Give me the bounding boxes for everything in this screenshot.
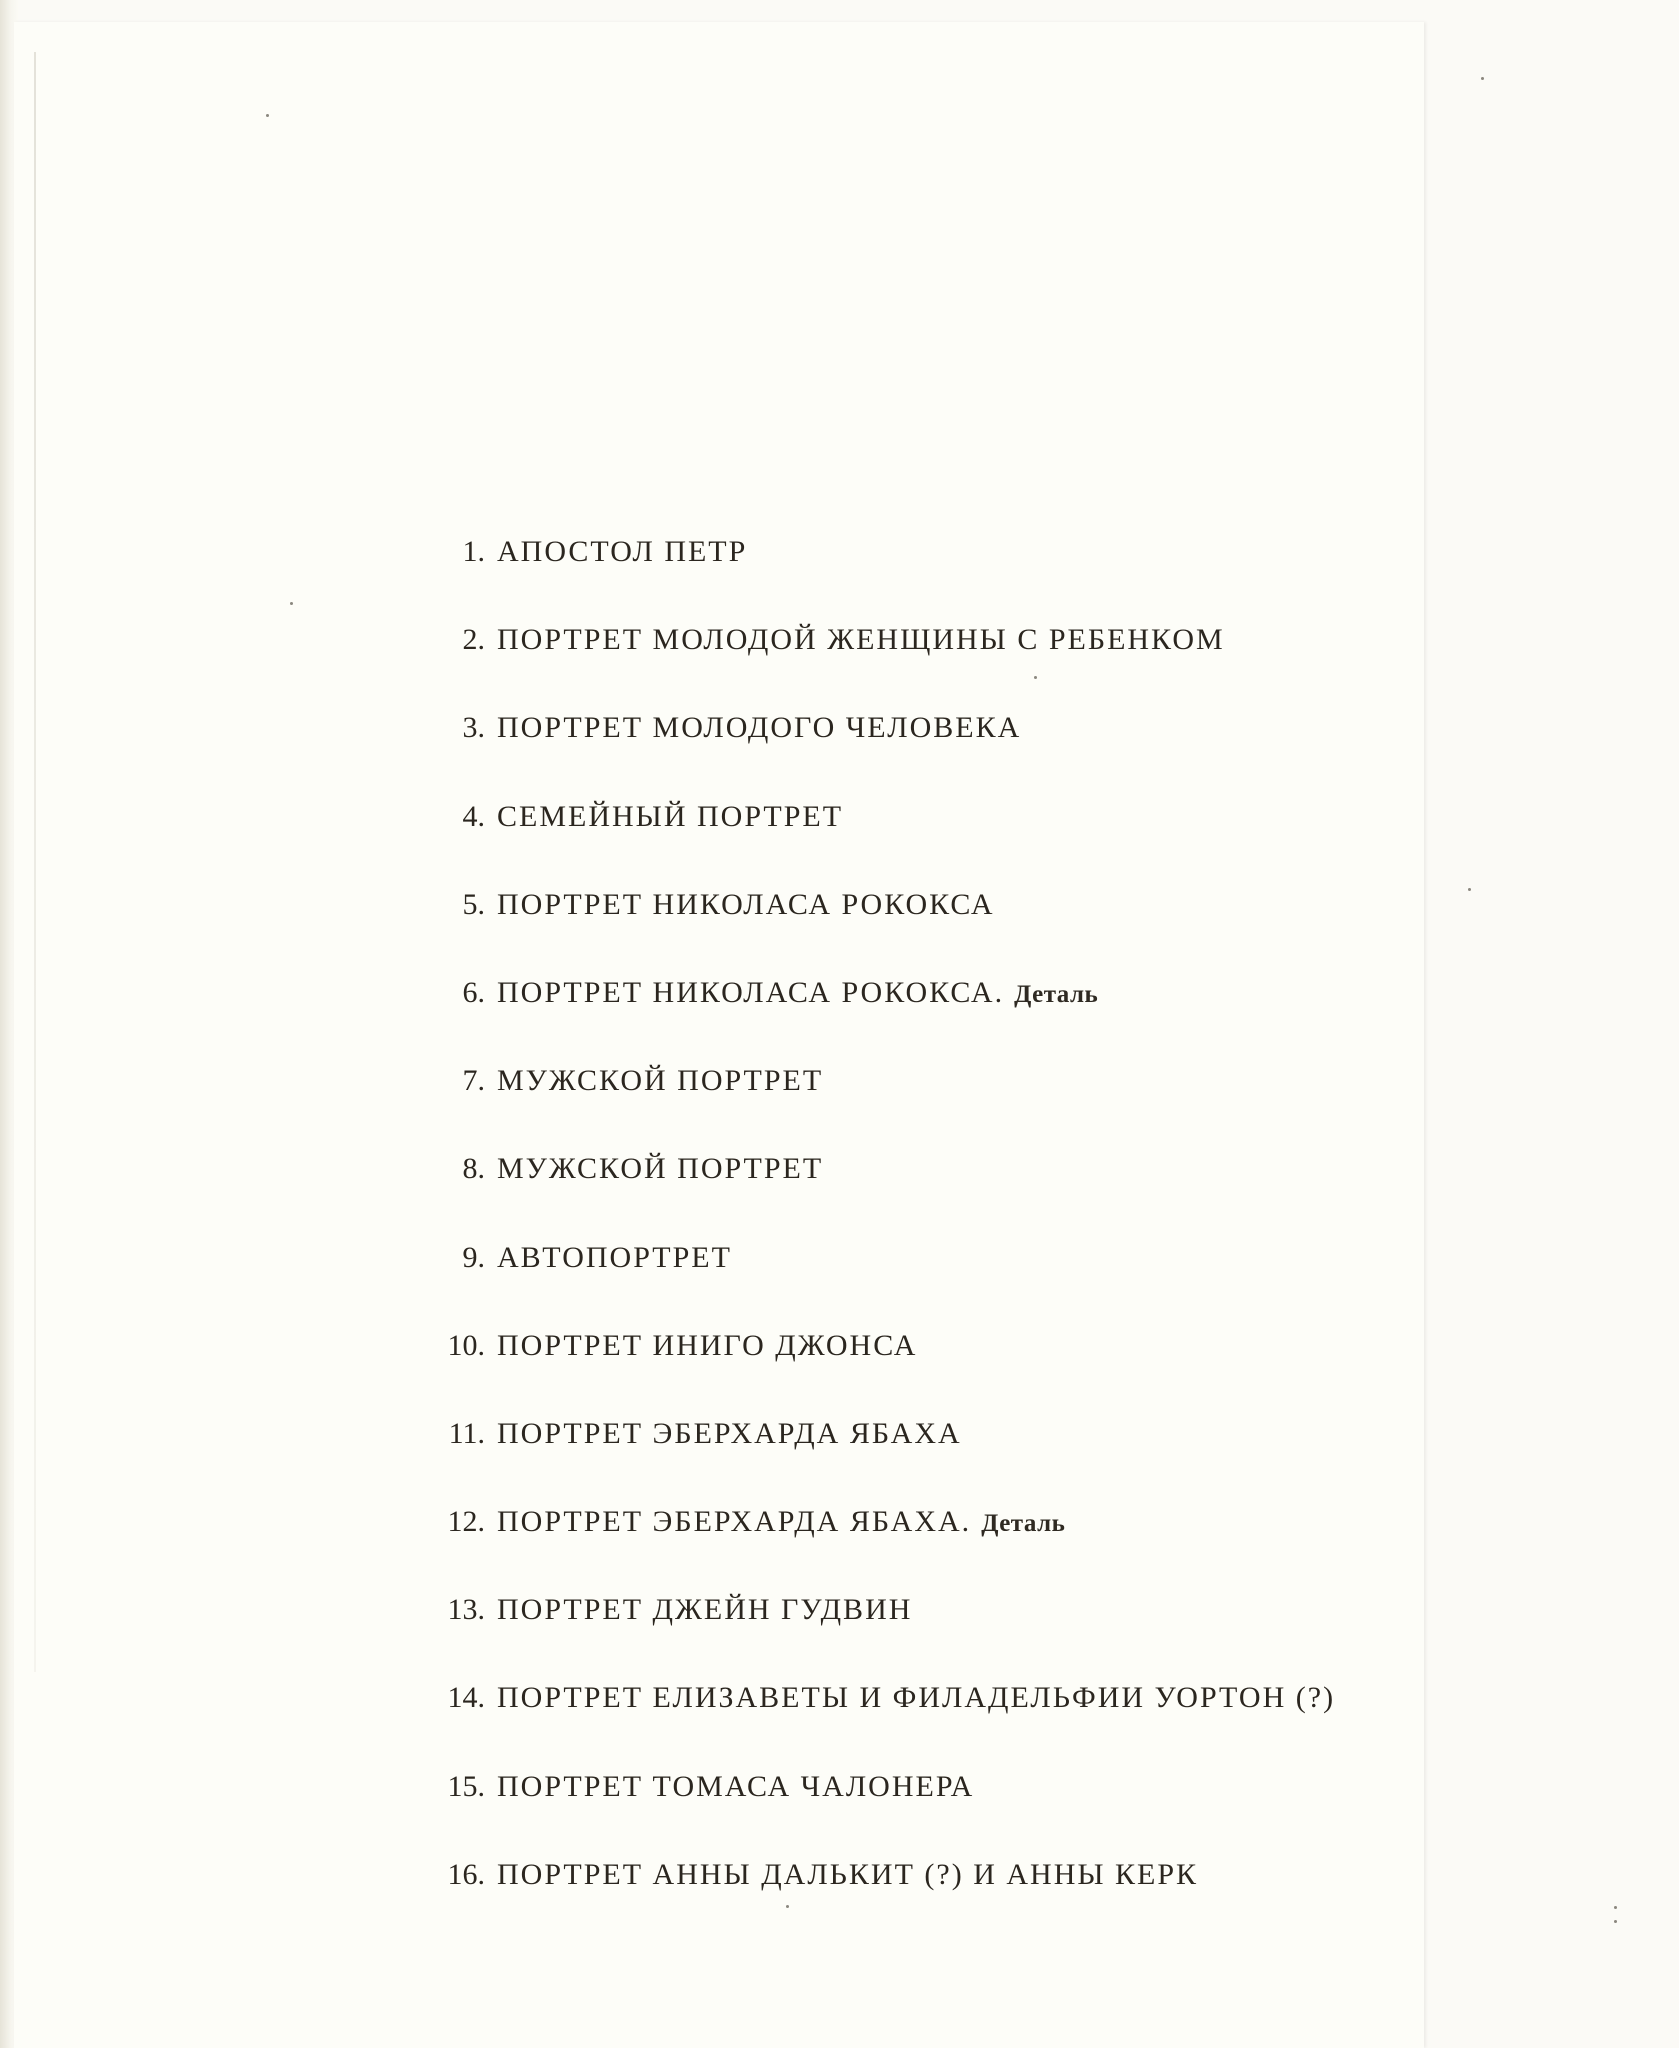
item-number: 13.	[447, 1593, 485, 1627]
item-number: 11.	[448, 1416, 485, 1450]
list-item	[425, 1762, 1425, 1850]
item-title: СЕМЕЙНЫЙ ПОРТРЕТ	[497, 799, 844, 833]
item-number: 6.	[462, 975, 485, 1009]
item-number: 8.	[462, 1152, 485, 1186]
paper-speck	[266, 114, 269, 117]
item-number: 3.	[462, 711, 485, 745]
list-item	[425, 880, 1425, 968]
fold-crease	[34, 52, 36, 1672]
list-item	[425, 1409, 1425, 1497]
item-number: 10.	[447, 1328, 485, 1362]
item-number: 1.	[462, 535, 485, 568]
list-item	[425, 1585, 1425, 1673]
item-title: ПОРТРЕТ ЕЛИЗАВЕТЫ И ФИЛАДЕЛЬФИИ УОРТОН (?)	[497, 1681, 1336, 1715]
list-item	[425, 615, 1425, 703]
paper-speck	[1481, 77, 1484, 80]
item-number: 15.	[447, 1769, 485, 1803]
list-item	[425, 1497, 1425, 1585]
item-title: ПОРТРЕТ ЭБЕРХАРДА ЯБАХА	[497, 1416, 962, 1450]
list-item	[425, 1056, 1425, 1144]
contents-list	[425, 527, 1425, 1938]
list-item	[425, 968, 1425, 1056]
item-title: ПОРТРЕТ МОЛОДОГО ЧЕЛОВЕКА	[497, 711, 1022, 745]
item-number: 9.	[462, 1240, 485, 1274]
item-title: ПОРТРЕТ ДЖЕЙН ГУДВИН	[497, 1593, 913, 1627]
paper-speck	[290, 602, 293, 605]
item-title: ПОРТРЕТ НИКОЛАСА РОКОКСА.	[497, 975, 1005, 1009]
item-title: АВТОПОРТРЕТ	[497, 1240, 732, 1274]
list-item	[425, 792, 1425, 880]
item-note: Деталь	[981, 1510, 1066, 1538]
item-title: ПОРТРЕТ НИКОЛАСА РОКОКСА	[497, 887, 995, 921]
item-number: 5.	[462, 887, 485, 921]
list-item	[425, 703, 1425, 791]
list-item	[425, 1321, 1425, 1409]
list-item	[425, 1233, 1425, 1321]
item-note: Деталь	[1014, 980, 1099, 1008]
list-item	[425, 527, 1425, 615]
list-item	[425, 1850, 1425, 1938]
item-title: ПОРТРЕТ ЭБЕРХАРДА ЯБАХА.	[497, 1505, 972, 1539]
paper-speck	[1614, 1906, 1617, 1909]
item-number: 14.	[447, 1681, 485, 1715]
item-title: ПОРТРЕТ ИНИГО ДЖОНСА	[497, 1328, 918, 1362]
item-title: МУЖСКОЙ ПОРТРЕТ	[497, 1152, 824, 1186]
item-number: 16.	[447, 1857, 485, 1891]
item-title: ПОРТРЕТ ТОМАСА ЧАЛОНЕРА	[497, 1769, 975, 1803]
item-number: 12.	[447, 1505, 485, 1539]
item-number: 7.	[462, 1064, 485, 1098]
list-item	[425, 1673, 1425, 1761]
item-title: АПОСТОЛ ПЕТР	[497, 535, 748, 568]
item-title: ПОРТРЕТ МОЛОДОЙ ЖЕНЩИНЫ С РЕБЕНКОМ	[497, 623, 1225, 657]
paper-speck	[1614, 1920, 1617, 1923]
item-number: 4.	[462, 799, 485, 833]
item-title: МУЖСКОЙ ПОРТРЕТ	[497, 1064, 824, 1098]
item-number: 2.	[462, 623, 485, 657]
list-item	[425, 1144, 1425, 1232]
paper-speck	[1468, 888, 1471, 891]
item-title: ПОРТРЕТ АННЫ ДАЛЬКИТ (?) И АННЫ КЕРК	[497, 1857, 1199, 1891]
